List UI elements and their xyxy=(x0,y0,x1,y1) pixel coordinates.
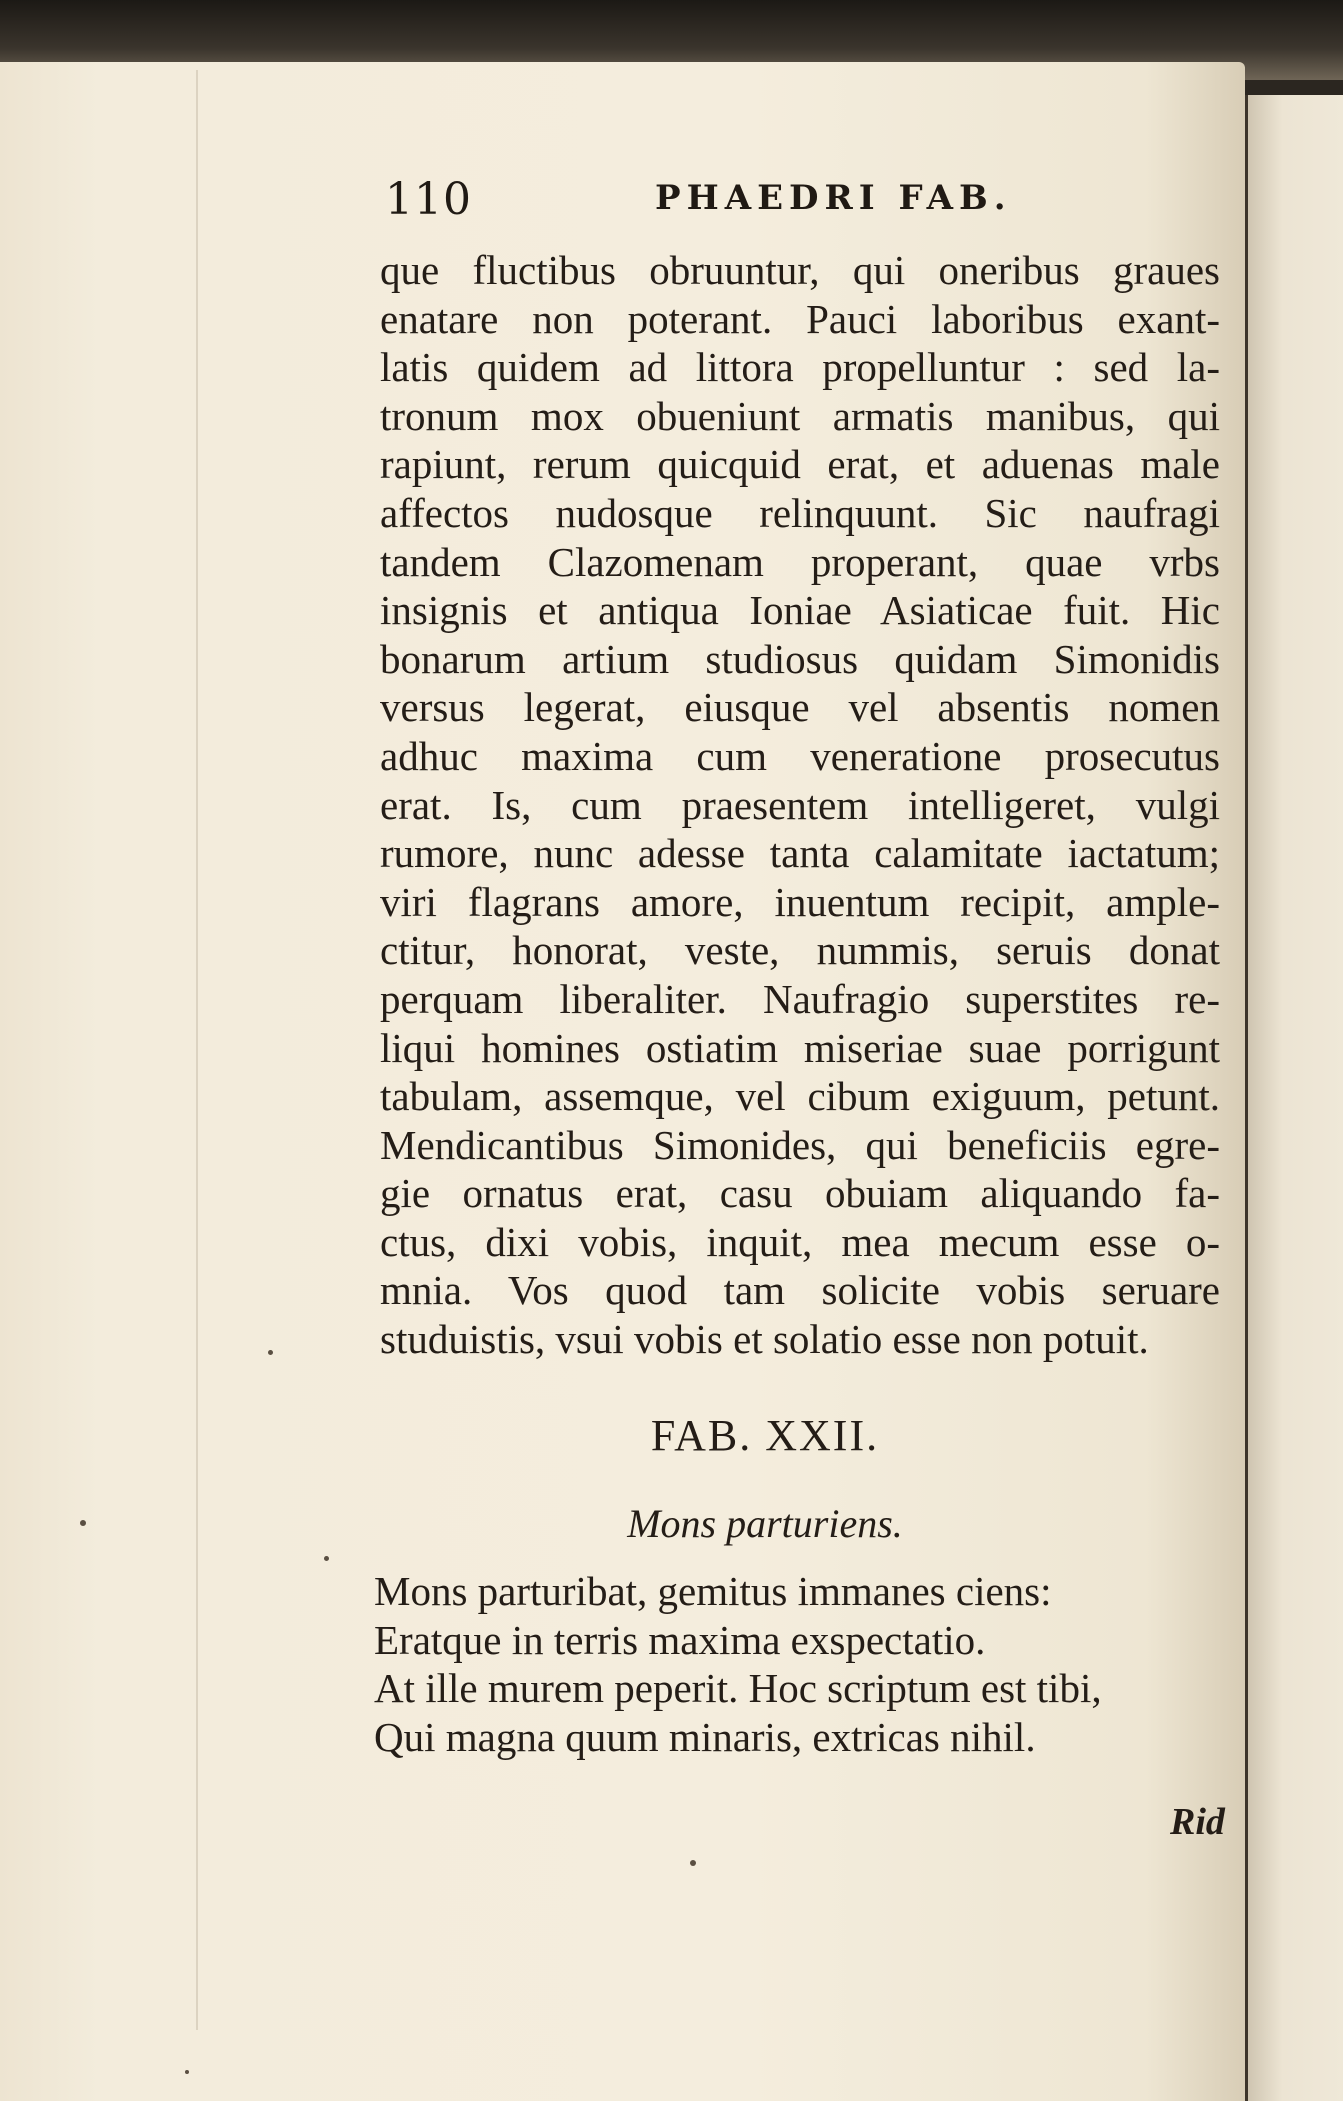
text-line: affectos nudosque relinquunt. Sic naufragi xyxy=(380,489,1220,536)
verse-line: Eratque in terris maxima exspectatio. xyxy=(374,1616,986,1663)
verse-line: At ille murem peperit. Hoc scriptum est tibi, xyxy=(374,1665,1102,1712)
ink-speck xyxy=(268,1350,273,1355)
text-line: ctitur, honorat, veste, nummis, seruis donat xyxy=(380,927,1220,974)
text-line: erat. Is, cum praesentem intelligeret, vulgi xyxy=(380,781,1220,828)
text-line: gie ornatus erat, casu obuiam aliquando fa- xyxy=(380,1170,1220,1217)
ink-speck xyxy=(690,1860,696,1866)
text-line: rapiunt, rerum quicquid erat, et aduenas male xyxy=(380,441,1220,488)
text-line: bonarum artium studiosus quidam Simonidis xyxy=(380,635,1220,682)
ink-speck xyxy=(80,1520,86,1526)
text-line: ctus, dixi vobis, inquit, mea mecum esse o- xyxy=(380,1218,1220,1265)
text-line: liqui homines ostiatim miseriae suae porrigunt xyxy=(380,1024,1220,1071)
text-line: enatare non poterant. Pauci laboribus exant- xyxy=(380,295,1220,342)
fable-subtitle: Mons parturiens. xyxy=(627,1501,903,1546)
text-line: mnia. Vos quod tam solicite vobis seruare xyxy=(380,1267,1220,1314)
page-fold-line xyxy=(196,70,198,2030)
running-head: PHAEDRI FAB. xyxy=(655,178,1012,218)
text-line: adhuc maxima cum veneratione prosecutus xyxy=(380,732,1220,779)
text-line: tandem Clazomenam properant, quae vrbs xyxy=(380,538,1220,585)
text-line: versus legerat, eiusque vel absentis nomen xyxy=(380,684,1220,731)
facing-page-edge xyxy=(1245,95,1343,2101)
text-line: insignis et antiqua Ioniae Asiaticae fuit. Hic xyxy=(380,587,1220,634)
page-header xyxy=(385,174,1225,225)
ink-speck xyxy=(185,2070,189,2074)
verse-line: Qui magna quum minaris, extricas nihil. xyxy=(374,1713,1036,1760)
text-line: studuistis, vsui vobis et solatio esse non potuit. xyxy=(380,1316,1149,1363)
ink-speck xyxy=(324,1556,329,1561)
text-line: viri flagrans amore, inuentum recipit, ample- xyxy=(380,878,1220,925)
text-line: perquam liberaliter. Naufragio superstites re- xyxy=(380,975,1220,1022)
text-line: Mendicantibus Simonides, qui beneficiis egre- xyxy=(380,1121,1220,1168)
prose-text-block xyxy=(380,246,1220,1364)
text-line: tabulam, assemque, vel cibum exiguum, petunt. xyxy=(380,1073,1220,1120)
page-number: 110 xyxy=(385,174,472,225)
text-line: que fluctibus obruuntur, qui oneribus graues xyxy=(380,247,1220,293)
fable-title: FAB. XXII. xyxy=(650,1411,880,1460)
text-line: rumore, nunc adesse tanta calamitate iactatum; xyxy=(380,830,1220,877)
verse-text-block xyxy=(374,1567,1224,1761)
text-line: tronum mox obueniunt armatis manibus, qui xyxy=(380,392,1220,439)
text-line: latis quidem ad littora propelluntur : sed la- xyxy=(380,344,1220,391)
verse-line: Mons parturibat, gemitus immanes ciens: xyxy=(374,1568,1052,1614)
catchword: Rid xyxy=(1170,1801,1225,1843)
